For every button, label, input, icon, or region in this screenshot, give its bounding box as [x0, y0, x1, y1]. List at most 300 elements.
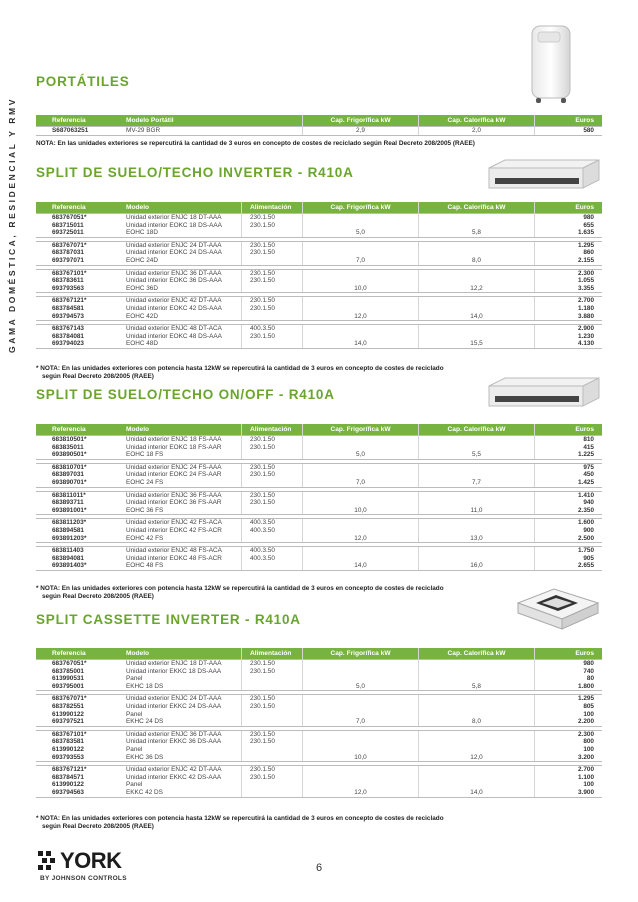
cell-frig — [303, 766, 419, 774]
section-title: SPLIT CASSETTE INVERTER - R410A — [36, 612, 301, 627]
cell-model: Unidad exterior ENJC 48 FS-ACA — [110, 547, 242, 555]
cell-alimentacion: 400.3.50 — [242, 555, 303, 563]
cell-frig: 10,0 — [303, 285, 419, 293]
cell-cal — [419, 711, 535, 719]
cell-cal — [419, 222, 535, 230]
row-group — [36, 491, 602, 515]
portable-ac-icon — [528, 22, 576, 111]
cell-ref: 693890701* — [36, 479, 110, 487]
col-alimentacion: Alimentación — [242, 648, 303, 660]
cell-frig — [303, 325, 419, 333]
cell-cal: 2,0 — [419, 127, 535, 136]
cell-cal: 5,8 — [419, 229, 535, 237]
cell-alimentacion — [242, 313, 303, 321]
table-row — [36, 285, 602, 293]
cell-eur: 2.300 — [535, 269, 603, 277]
table-row — [36, 229, 602, 237]
cell-ref: 693795001 — [36, 683, 110, 691]
table-row — [36, 297, 602, 305]
cell-eur: 1.600 — [535, 519, 603, 527]
cell-eur: 3.355 — [535, 285, 603, 293]
cell-frig — [303, 269, 419, 277]
cell-frig — [303, 527, 419, 535]
note-section — [36, 585, 506, 602]
cell-eur: 3.880 — [535, 313, 603, 321]
cell-model: Unidad exterior ENJC 18 FS-AAA — [110, 436, 242, 444]
cell-ref: S687063251 — [36, 127, 110, 136]
table-row — [36, 738, 602, 746]
cell-cal — [419, 675, 535, 683]
cell-ref: 683784081 — [36, 333, 110, 341]
cell-frig — [303, 333, 419, 341]
cell-frig — [303, 547, 419, 555]
cell-model: EKHC 36 DS — [110, 754, 242, 762]
cell-model: Unidad interior EKKC 36 DS-AAA — [110, 738, 242, 746]
cell-ref: 683894581 — [36, 527, 110, 535]
cell-frig: 10,0 — [303, 754, 419, 762]
cell-alimentacion: 230.1.50 — [242, 444, 303, 452]
cell-ref: 693890501* — [36, 451, 110, 459]
cell-ref: 613990122 — [36, 711, 110, 719]
cell-eur: 900 — [535, 527, 603, 535]
col-referencia: Referencia — [36, 648, 110, 660]
row-group — [36, 269, 602, 293]
cell-cal — [419, 738, 535, 746]
cell-ref: 683810501* — [36, 436, 110, 444]
cell-frig — [303, 703, 419, 711]
cell-alimentacion — [242, 340, 303, 348]
cell-alimentacion — [242, 675, 303, 683]
cell-alimentacion — [242, 451, 303, 459]
cell-cal — [419, 436, 535, 444]
table-row — [36, 269, 602, 277]
cell-frig — [303, 491, 419, 499]
cassette-unit-icon — [512, 585, 602, 650]
cell-cal — [419, 547, 535, 555]
cell-cal: 8,0 — [419, 257, 535, 265]
cell-alimentacion: 230.1.50 — [242, 730, 303, 738]
cell-ref: 683767051* — [36, 214, 110, 222]
cell-eur: 100 — [535, 711, 603, 719]
cell-eur: 450 — [535, 471, 603, 479]
cell-model: Unidad exterior ENJC 24 FS-AAA — [110, 463, 242, 471]
col-alimentacion: Alimentación — [242, 202, 303, 214]
cell-eur: 3.900 — [535, 789, 603, 797]
cell-model: Unidad interior EKKC 42 DS-AAA — [110, 774, 242, 782]
cell-ref: 683784581 — [36, 305, 110, 313]
cell-frig — [303, 305, 419, 313]
cell-model: EOHC 42D — [110, 313, 242, 321]
cell-model: Unidad interior EOKC 18 FS-AAR — [110, 444, 242, 452]
table-row — [36, 675, 602, 683]
cell-cal — [419, 527, 535, 535]
cell-cal: 5,8 — [419, 683, 535, 691]
col-referencia: Referencia — [36, 202, 110, 214]
cell-model: Unidad exterior ENJC 42 DT-AAA — [110, 766, 242, 774]
cell-eur: 975 — [535, 463, 603, 471]
cell-ref: 683767051* — [36, 660, 110, 668]
col-modelo-portatil: Modelo Portátil — [110, 115, 303, 127]
cell-frig: 7,0 — [303, 257, 419, 265]
cell-alimentacion — [242, 781, 303, 789]
cell-eur: 2.655 — [535, 562, 603, 570]
table-row — [36, 754, 602, 762]
cell-cal — [419, 269, 535, 277]
cell-ref: 683767071* — [36, 241, 110, 249]
cell-cal — [419, 277, 535, 285]
cell-ref: 683715011 — [36, 222, 110, 230]
row-group — [36, 297, 602, 321]
cell-alimentacion — [242, 789, 303, 797]
cell-ref: 693891001* — [36, 507, 110, 515]
cell-cal: 7,7 — [419, 479, 535, 487]
cell-cal — [419, 333, 535, 341]
cell-model: Unidad interior EOKC 36 FS-AAR — [110, 499, 242, 507]
cell-ref: 613990122 — [36, 746, 110, 754]
cell-eur: 1.295 — [535, 695, 603, 703]
table-row — [36, 703, 602, 711]
cell-model: Unidad interior EKKC 18 DS-AAA — [110, 668, 242, 676]
cell-cal — [419, 444, 535, 452]
brand-sub: BY JOHNSON CONTROLS — [40, 875, 127, 882]
cell-ref: 693797071 — [36, 257, 110, 265]
cell-frig — [303, 222, 419, 230]
cell-model: EOHC 48 FS — [110, 562, 242, 570]
col-cap-cal: Cap. Calorífica kW — [419, 648, 535, 660]
cell-frig — [303, 463, 419, 471]
cell-frig — [303, 774, 419, 782]
cell-alimentacion: 230.1.50 — [242, 766, 303, 774]
cell-ref: 683787031 — [36, 249, 110, 257]
table-row — [36, 451, 602, 459]
cell-model: Unidad interior EOKC 24 DS-AAA — [110, 249, 242, 257]
col-euros: Euros — [535, 202, 603, 214]
cell-ref: 683767101* — [36, 269, 110, 277]
cell-cal — [419, 463, 535, 471]
row-group — [36, 241, 602, 265]
col-euros: Euros — [535, 648, 603, 660]
cell-model: EOHC 36 FS — [110, 507, 242, 515]
cell-model: EKHC 24 DS — [110, 718, 242, 726]
cell-eur: 2.500 — [535, 535, 603, 543]
cell-alimentacion: 230.1.50 — [242, 738, 303, 746]
cell-model: Unidad exterior ENJC 48 DT-ACA — [110, 325, 242, 333]
cell-ref: 683767071* — [36, 695, 110, 703]
table-row — [36, 463, 602, 471]
col-euros: Euros — [535, 115, 603, 127]
cell-cal — [419, 766, 535, 774]
cell-cal: 14,0 — [419, 313, 535, 321]
cell-eur: 100 — [535, 781, 603, 789]
cell-alimentacion: 230.1.50 — [242, 222, 303, 230]
table-row — [36, 436, 602, 444]
note-line-1: * NOTA: En las unidades exteriores con potencia hasta 12kW se repercutirá la cantidad de 3 euros en concepto de costes de reciclado — [36, 585, 444, 592]
note-section — [36, 365, 506, 382]
cell-eur: 3.200 — [535, 754, 603, 762]
row-group — [36, 695, 602, 726]
cell-cal: 8,0 — [419, 718, 535, 726]
cell-ref: 683783611 — [36, 277, 110, 285]
cell-alimentacion: 230.1.50 — [242, 333, 303, 341]
cell-frig — [303, 730, 419, 738]
col-euros: Euros — [535, 424, 603, 436]
cell-cal: 12,0 — [419, 754, 535, 762]
table-row — [36, 444, 602, 452]
cell-eur: 980 — [535, 660, 603, 668]
cell-ref: 683894081 — [36, 555, 110, 563]
cell-ref: 683835011 — [36, 444, 110, 452]
cell-frig — [303, 436, 419, 444]
cell-frig — [303, 711, 419, 719]
cell-eur: 980 — [535, 214, 603, 222]
cell-ref: 613990531 — [36, 675, 110, 683]
cell-model: EKHC 18 DS — [110, 683, 242, 691]
cell-eur: 2.200 — [535, 718, 603, 726]
cell-frig — [303, 499, 419, 507]
cell-eur: 800 — [535, 738, 603, 746]
note-line-1: * NOTA: En las unidades exteriores con potencia hasta 12kW se repercutirá la cantidad de 3 euros en concepto de costes de reciclado — [36, 815, 444, 822]
cell-eur: 1.425 — [535, 479, 603, 487]
table-row — [36, 313, 602, 321]
cell-eur: 2.350 — [535, 507, 603, 515]
cell-frig: 5,0 — [303, 683, 419, 691]
cell-alimentacion: 400.3.50 — [242, 527, 303, 535]
cell-alimentacion — [242, 479, 303, 487]
cell-cal: 14,0 — [419, 789, 535, 797]
cell-frig: 14,0 — [303, 340, 419, 348]
cell-ref: 693793553 — [36, 754, 110, 762]
cell-ref: 683767121* — [36, 297, 110, 305]
cell-eur: 1.750 — [535, 547, 603, 555]
row-group — [36, 730, 602, 761]
cell-model: Unidad exterior ENJC 36 DT-AAA — [110, 269, 242, 277]
cell-cal — [419, 471, 535, 479]
col-referencia: Referencia — [36, 115, 110, 127]
cell-model: EOHC 42 FS — [110, 535, 242, 543]
cell-ref: 683811403 — [36, 547, 110, 555]
table-row — [36, 695, 602, 703]
cell-alimentacion: 400.3.50 — [242, 325, 303, 333]
sidebar-label: GAMA DOMÉSTICA, RESIDENCIAL Y RMV — [7, 97, 17, 353]
col-cap-cal: Cap. Calorífica kW — [419, 202, 535, 214]
york-logo — [38, 848, 127, 882]
table-row — [36, 241, 602, 249]
cell-ref: 693794023 — [36, 340, 110, 348]
sidebar — [0, 0, 22, 902]
cell-alimentacion: 230.1.50 — [242, 695, 303, 703]
note-portatiles: NOTA: En las unidades exteriores se repercutirá la cantidad de 3 euros en concepto de costes de reciclado según Real Decreto 208/2005 (RAEE) — [36, 140, 475, 147]
table-row — [36, 555, 602, 563]
cell-frig: 5,0 — [303, 451, 419, 459]
cell-cal — [419, 746, 535, 754]
cell-alimentacion — [242, 257, 303, 265]
cell-alimentacion — [242, 718, 303, 726]
cell-alimentacion: 230.1.50 — [242, 249, 303, 257]
cell-frig — [303, 738, 419, 746]
cell-model: EOHC 18D — [110, 229, 242, 237]
cell-model: Unidad interior EOKC 48 FS-ACR — [110, 555, 242, 563]
cell-cal — [419, 774, 535, 782]
cell-alimentacion — [242, 562, 303, 570]
col-modelo: Modelo — [110, 424, 242, 436]
cell-eur: 2.700 — [535, 297, 603, 305]
cell-ref: 683897031 — [36, 471, 110, 479]
cell-frig — [303, 249, 419, 257]
note-line-2: según Real Decreto 208/2005 (RAEE) — [42, 823, 154, 831]
cell-eur: 1.100 — [535, 774, 603, 782]
cell-alimentacion — [242, 746, 303, 754]
cell-eur: 415 — [535, 444, 603, 452]
cell-eur: 2.900 — [535, 325, 603, 333]
col-modelo: Modelo — [110, 648, 242, 660]
ceiling-unit-icon — [485, 158, 603, 201]
cell-frig — [303, 675, 419, 683]
table-row — [36, 519, 602, 527]
cell-model: Unidad exterior ENJC 24 DT-AAA — [110, 241, 242, 249]
cell-alimentacion: 230.1.50 — [242, 774, 303, 782]
cell-cal — [419, 491, 535, 499]
cell-ref: 683785001 — [36, 668, 110, 676]
cell-frig: 7,0 — [303, 718, 419, 726]
cell-cal — [419, 781, 535, 789]
col-cap-frig: Cap. Frigorífica kW — [303, 202, 419, 214]
row-group — [36, 547, 602, 571]
cell-frig — [303, 519, 419, 527]
cell-model: Unidad interior EKKC 24 DS-AAA — [110, 703, 242, 711]
table-row — [36, 660, 602, 668]
cell-alimentacion: 230.1.50 — [242, 297, 303, 305]
cell-eur: 1.225 — [535, 451, 603, 459]
table-row — [36, 711, 602, 719]
cell-ref: 683811011* — [36, 491, 110, 499]
cell-frig: 10,0 — [303, 507, 419, 515]
cell-ref: 683784571 — [36, 774, 110, 782]
cell-model: EKKC 42 DS — [110, 789, 242, 797]
cell-cal — [419, 695, 535, 703]
table-row — [36, 333, 602, 341]
table-row — [36, 507, 602, 515]
col-modelo: Modelo — [110, 202, 242, 214]
cell-cal — [419, 325, 535, 333]
cell-eur: 655 — [535, 222, 603, 230]
cell-alimentacion: 230.1.50 — [242, 491, 303, 499]
cell-eur: 805 — [535, 703, 603, 711]
table-row — [36, 471, 602, 479]
table-row — [36, 527, 602, 535]
cell-cal — [419, 241, 535, 249]
row-group — [36, 766, 602, 797]
cell-cal: 12,2 — [419, 285, 535, 293]
cell-cal — [419, 519, 535, 527]
cell-model: Unidad exterior ENJC 36 DT-AAA — [110, 730, 242, 738]
cell-eur: 1.055 — [535, 277, 603, 285]
note-line-1: * NOTA: En las unidades exteriores con potencia hasta 12kW se repercutirá la cantidad de 3 euros en concepto de costes de reciclado — [36, 365, 444, 372]
table-row — [36, 479, 602, 487]
cell-model: EOHC 48D — [110, 340, 242, 348]
cell-alimentacion: 230.1.50 — [242, 305, 303, 313]
cell-eur: 905 — [535, 555, 603, 563]
table-row — [36, 730, 602, 738]
cell-alimentacion: 230.1.50 — [242, 436, 303, 444]
cell-frig: 2,9 — [303, 127, 419, 136]
table-row — [36, 668, 602, 676]
cell-ref: 683810701* — [36, 463, 110, 471]
cell-ref: 693891403* — [36, 562, 110, 570]
cell-cal — [419, 214, 535, 222]
portatiles-table — [36, 115, 602, 136]
cell-ref: 693797521 — [36, 718, 110, 726]
note-line-2: según Real Decreto 208/2005 (RAEE) — [42, 593, 154, 601]
cell-frig — [303, 746, 419, 754]
table-row — [36, 718, 602, 726]
cell-alimentacion — [242, 754, 303, 762]
cell-frig — [303, 444, 419, 452]
cell-model: EOHC 24 FS — [110, 479, 242, 487]
table-row — [36, 683, 602, 691]
cell-frig — [303, 214, 419, 222]
cell-cal: 15,5 — [419, 340, 535, 348]
cell-ref: 693891203* — [36, 535, 110, 543]
cell-cal — [419, 660, 535, 668]
cell-frig — [303, 555, 419, 563]
cell-model: Panel — [110, 746, 242, 754]
row-group — [36, 325, 602, 349]
cell-alimentacion: 230.1.50 — [242, 277, 303, 285]
cell-frig: 12,0 — [303, 535, 419, 543]
cell-cal — [419, 249, 535, 257]
cell-eur: 1.635 — [535, 229, 603, 237]
cell-frig: 14,0 — [303, 562, 419, 570]
cell-model: Unidad interior EOKC 42 FS-ACR — [110, 527, 242, 535]
cell-frig — [303, 668, 419, 676]
cell-frig: 12,0 — [303, 789, 419, 797]
section-title: SPLIT DE SUELO/TECHO INVERTER - R410A — [36, 165, 354, 180]
cell-ref: 683767121* — [36, 766, 110, 774]
table-row — [36, 774, 602, 782]
table-row — [36, 277, 602, 285]
cell-eur: 860 — [535, 249, 603, 257]
cell-model: EOHC 36D — [110, 285, 242, 293]
cell-model: Unidad exterior ENJC 24 DT-AAA — [110, 695, 242, 703]
cell-ref: 693793563 — [36, 285, 110, 293]
cell-frig — [303, 660, 419, 668]
cell-model: Unidad exterior ENJC 18 DT-AAA — [110, 660, 242, 668]
cell-model: EOHC 24D — [110, 257, 242, 265]
cell-frig — [303, 277, 419, 285]
col-alimentacion: Alimentación — [242, 424, 303, 436]
cell-alimentacion — [242, 683, 303, 691]
cell-eur: 1.230 — [535, 333, 603, 341]
cell-ref: 683783581 — [36, 738, 110, 746]
cell-model: Unidad exterior ENJC 18 DT-AAA — [110, 214, 242, 222]
cell-ref: 693725011 — [36, 229, 110, 237]
cell-frig — [303, 297, 419, 305]
col-cap-frig: Cap. Frigorífica kW — [303, 648, 419, 660]
cell-eur: 2.300 — [535, 730, 603, 738]
col-cap-frig: Cap. Frigorífica kW — [303, 115, 419, 127]
cell-eur: 1.180 — [535, 305, 603, 313]
note-line-2: según Real Decreto 208/2005 (RAEE) — [42, 373, 154, 381]
cell-frig — [303, 695, 419, 703]
cell-frig — [303, 241, 419, 249]
cell-ref: 693794573 — [36, 313, 110, 321]
cell-cal — [419, 499, 535, 507]
cell-alimentacion — [242, 229, 303, 237]
cell-cal — [419, 668, 535, 676]
cell-model: Unidad interior EOKC 36 DS-AAA — [110, 277, 242, 285]
cell-frig: 5,0 — [303, 229, 419, 237]
cell-alimentacion — [242, 535, 303, 543]
